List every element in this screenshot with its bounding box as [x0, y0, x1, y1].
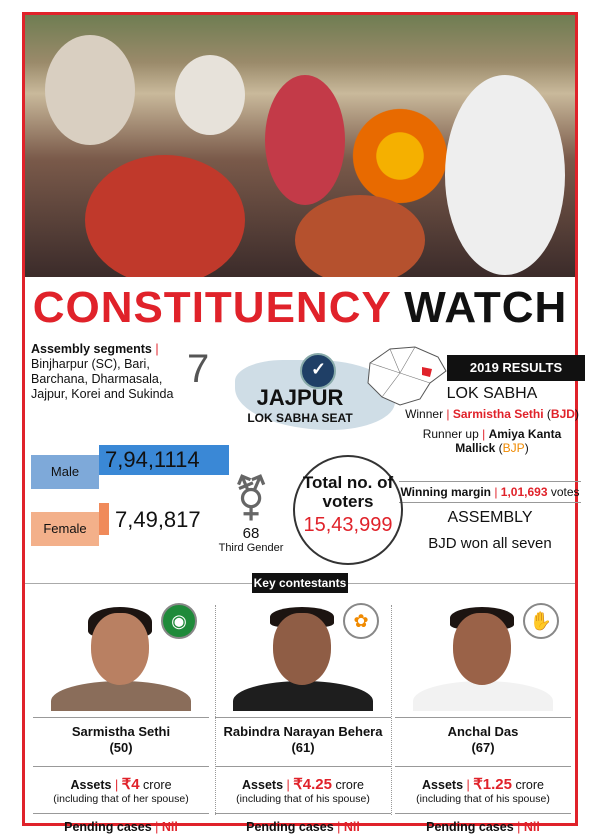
margin-label: Winning margin — [400, 485, 491, 499]
assembly-heading: ASSEMBLY — [447, 509, 533, 526]
female-value: 7,49,817 — [115, 507, 201, 532]
runner-party: BJP — [502, 441, 525, 455]
winner-line: Winner | Sarmistha Sethi (BJD) — [405, 407, 579, 421]
candidate-assets: Assets | ₹4 crore (including that of her spouse) — [33, 766, 209, 805]
female-bar — [99, 503, 109, 535]
female-label: Female — [31, 512, 99, 546]
title-part-2: WATCH — [404, 283, 568, 332]
winner-label: Winner — [405, 407, 444, 421]
third-gender — [215, 474, 287, 554]
segments-count: 7 — [187, 347, 210, 391]
results-heading: 2019 RESULTS — [447, 355, 585, 381]
page-title — [25, 283, 575, 333]
candidate-assets: Assets | ₹1.25 crore (including that of his spouse) — [395, 766, 571, 805]
candidate-card — [33, 593, 209, 834]
male-label: Male — [31, 455, 99, 489]
total-voters-value: 15,43,999 — [303, 514, 393, 536]
runner-name: Amiya Kanta Mallick — [455, 427, 562, 455]
seat-name: JAJPUR — [256, 385, 344, 410]
candidate-assets: Assets | ₹4.25 crore (including that of his spouse) — [215, 766, 391, 805]
candidate-pending: Pending cases | Nil — [395, 813, 571, 834]
candidate-pending: Pending cases | Nil — [215, 813, 391, 834]
conch-icon: ◉ — [161, 603, 197, 639]
total-voters-label: Total no. of voters — [302, 473, 394, 511]
margin-value: 1,01,693 — [500, 485, 548, 499]
title-part-1: CONSTITUENCY — [32, 283, 392, 332]
third-gender-count: 68 — [242, 525, 260, 542]
runner-line: Runner up | Amiya Kanta Mallick (BJP) — [422, 427, 562, 455]
hand-icon: ✋ — [523, 603, 559, 639]
winner-party: BJD — [550, 407, 575, 421]
lok-sabha-heading: LOK SABHA — [446, 385, 538, 402]
runner-label: Runner up — [422, 427, 479, 441]
assembly-result: BJD won all seven — [428, 535, 552, 552]
candidate-pending: Pending cases | Nil — [33, 813, 209, 834]
divider — [391, 605, 392, 815]
assembly-results — [399, 509, 581, 552]
winning-margin: Winning margin | 1,01,693 votes — [399, 481, 581, 503]
candidate-card — [215, 593, 391, 834]
candidate-name: Sarmistha Sethi (50) — [33, 717, 209, 756]
total-voters — [293, 455, 403, 565]
candidate-card — [395, 593, 571, 834]
third-gender-label: Third Gender — [218, 542, 284, 554]
campaign-photo — [25, 15, 575, 277]
infographic-frame — [22, 12, 580, 834]
winner-name: Sarmistha Sethi — [452, 407, 544, 421]
candidate-name: Anchal Das (67) — [395, 717, 571, 756]
lok-sabha-results — [403, 385, 581, 455]
segments-heading: Assembly segments — [31, 342, 152, 356]
lotus-icon: ✿ — [343, 603, 379, 639]
seat-label — [220, 385, 380, 425]
transgender-icon: ⚧ — [232, 474, 270, 523]
segments-list: Binjharpur (SC), Bari, Barchana, Dharmasala, Jajpur, Korei and Sukinda — [31, 357, 174, 401]
assembly-segments: Assembly segments | Binjharpur (SC), Bari, Barchana, Dharmasala, Jajpur, Korei and Sukinda — [31, 342, 174, 401]
margin-unit: votes — [550, 485, 580, 499]
male-value: 7,94,1114 — [99, 445, 229, 475]
candidate-name: Rabindra Narayan Behera (61) — [215, 717, 391, 756]
ballot-icon — [300, 353, 336, 389]
key-contestants-label: Key contestants — [252, 573, 348, 593]
seat-type: LOK SABHA SEAT — [247, 411, 353, 425]
